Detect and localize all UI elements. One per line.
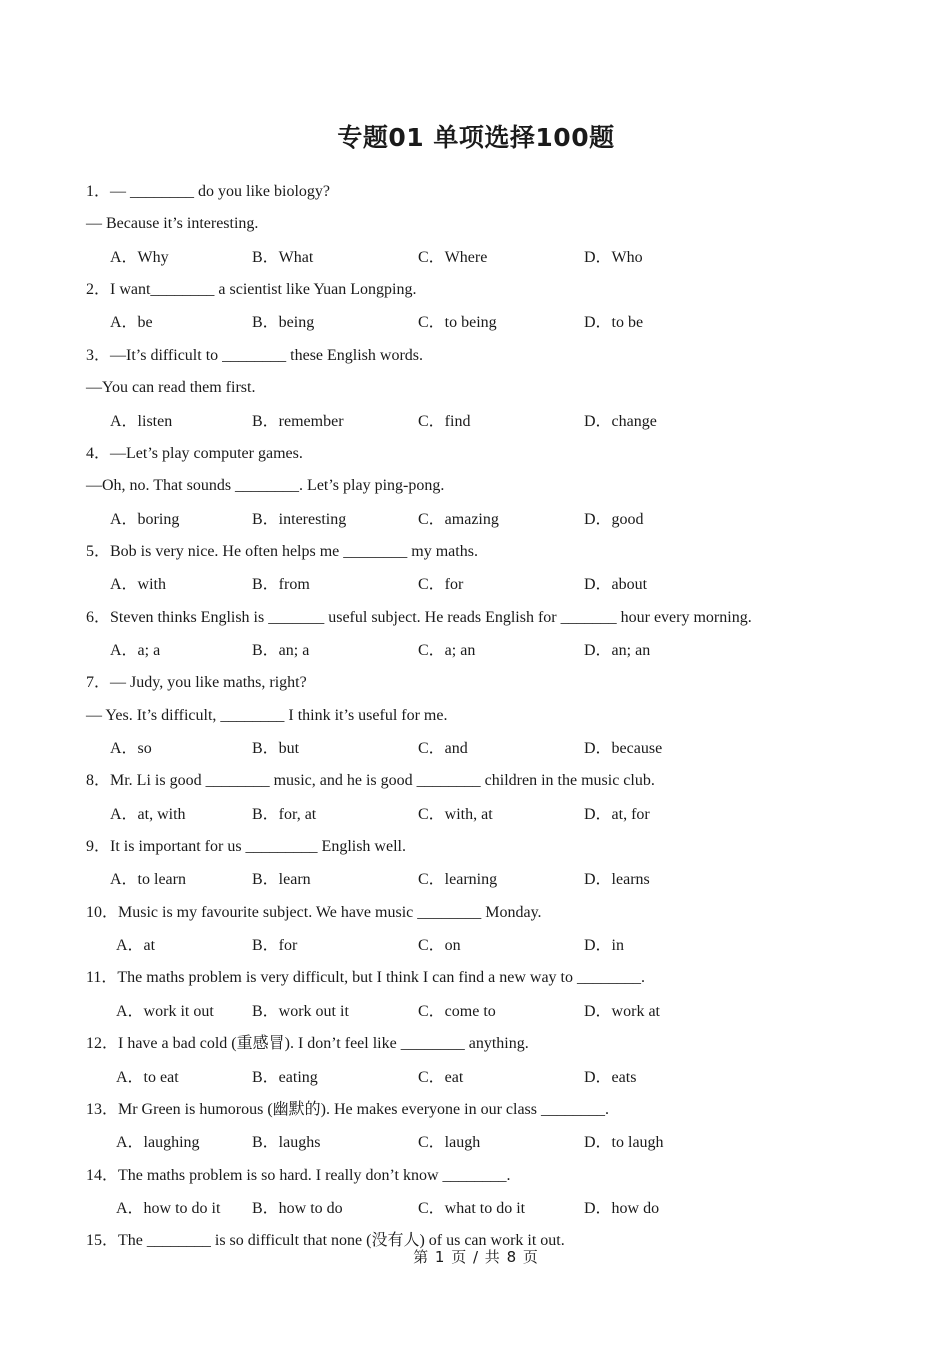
option-a: A．work it out [116,1002,214,1020]
answer-options [86,634,866,667]
question-item [86,1028,866,1094]
answer-options [86,1061,866,1094]
option-c: C．Where [418,248,488,266]
question-stem: 14．The maths problem is so hard. I really don’t know ________. [86,1166,511,1184]
option-c: C．to being [418,314,497,332]
option-c: C．a; an [418,642,476,659]
question-stem: 3．—It’s difficult to ________ these English words. [86,346,424,364]
option-d: D．Who [584,248,643,266]
question-stem: 15．The ________ is so difficult that none (没有人) of us can work it out. [86,1232,565,1250]
option-c: C．what to do it [418,1199,526,1217]
option-a: A．laughing [116,1134,200,1152]
option-b: B．from [252,576,310,594]
answer-options [86,1126,866,1159]
option-b: B．but [252,740,300,758]
option-a: A．with [110,576,167,594]
question-item [86,536,866,602]
option-c: C．with, at [418,805,493,823]
question-dialogue-line: — Yes. It’s difficult, ________ I think it’s useful for me. [86,706,448,724]
option-a: A．to learn [110,871,186,889]
option-b: B．being [252,314,315,332]
question-item [86,602,866,668]
option-d: D．an; an [584,642,651,659]
question-item [86,1160,866,1226]
question-stem: 5．Bob is very nice. He often helps me ________ my maths. [86,542,478,560]
option-a: A．boring [110,510,180,528]
answer-options [86,405,866,438]
question-stem: 13．Mr Green is humorous (幽默的). He makes everyone in our class ________. [86,1100,610,1118]
option-b: B．What [252,248,314,266]
question-dialogue-line: — Because it’s interesting. [86,215,259,233]
question-stem: 2．I want________ a scientist like Yuan Longping. [86,281,417,299]
question-item [86,340,866,438]
question-item [86,1094,866,1160]
question-stem: 11．The maths problem is very difficult, but I think I can find a new way to ________. [86,969,645,987]
question-list [86,176,866,1258]
option-a: A．so [110,740,152,758]
option-c: C．laugh [418,1134,481,1152]
option-d: D．work at [584,1002,660,1020]
question-item [86,831,866,897]
option-c: C．learning [418,871,498,889]
option-b: B．for [252,937,298,955]
option-b: B．interesting [252,510,347,528]
option-a: A．be [110,314,153,332]
option-a: A．listen [110,412,173,430]
option-b: B．how to do [252,1199,343,1217]
question-stem: 4．—Let’s play computer games. [86,444,303,462]
question-stem: 12．I have a bad cold (重感冒). I don’t feel like ________ anything. [86,1035,529,1053]
answer-options [86,995,866,1028]
option-c: C．find [418,412,471,430]
question-item [86,962,866,1028]
question-item [86,176,866,274]
question-stem: 10．Music is my favourite subject. We have music ________ Monday. [86,903,542,921]
option-b: B．eating [252,1068,318,1086]
option-a: A．Why [110,248,169,266]
option-a: A．to eat [116,1068,179,1086]
option-d: D．because [584,740,663,758]
question-item [86,667,866,765]
option-c: C．eat [418,1068,464,1086]
option-b: B．remember [252,412,344,430]
option-b: B．an; a [252,642,310,659]
answer-options [86,306,866,339]
option-d: D．good [584,510,644,528]
option-d: D．to be [584,314,644,332]
question-item [86,274,866,340]
answer-options [86,568,866,601]
option-c: C．amazing [418,510,499,528]
question-stem: 7．— Judy, you like maths, right? [86,674,307,692]
question-stem: 9．It is important for us _________ English well. [86,838,406,856]
option-b: B．for, at [252,805,317,823]
option-b: B．laughs [252,1134,321,1152]
option-a: A．how to do it [116,1199,221,1217]
option-a: A．at [116,937,156,955]
option-d: D．to laugh [584,1134,664,1152]
option-d: D．eats [584,1068,637,1086]
answer-options [86,732,866,765]
option-c: C．for [418,576,464,594]
option-d: D．in [584,937,625,955]
option-a: A．a; a [110,642,161,659]
option-c: C．come to [418,1002,496,1020]
question-stem: 8．Mr. Li is good ________ music, and he is good ________ children in the music club. [86,772,655,790]
option-c: C．on [418,937,461,955]
option-d: D．change [584,412,657,430]
question-item [86,438,866,536]
answer-options [86,1192,866,1225]
question-item [86,897,866,963]
question-item [86,765,866,831]
question-dialogue-line: —Oh, no. That sounds ________. Let’s play ping-pong. [86,477,445,495]
option-d: D．about [584,576,648,594]
option-a: A．at, with [110,805,186,823]
option-b: B．learn [252,871,311,889]
page-footer: 第 1 页 / 共 8 页 [413,1248,539,1266]
question-stem: 1．— ________ do you like biology? [86,183,330,200]
option-d: D．how do [584,1199,660,1217]
question-dialogue-line: —You can read them first. [86,379,256,397]
answer-options [86,503,866,536]
answer-options [86,863,866,896]
answer-options [86,929,866,962]
option-d: D．learns [584,871,650,889]
option-d: D．at, for [584,805,650,823]
page-title: 专题01 单项选择100题 [337,123,615,152]
option-b: B．work out it [252,1002,349,1020]
answer-options [86,241,866,274]
question-stem: 6．Steven thinks English is _______ useful subject. He reads English for _______ hour every morning. [86,608,752,626]
option-c: C．and [418,740,468,758]
answer-options [86,798,866,831]
